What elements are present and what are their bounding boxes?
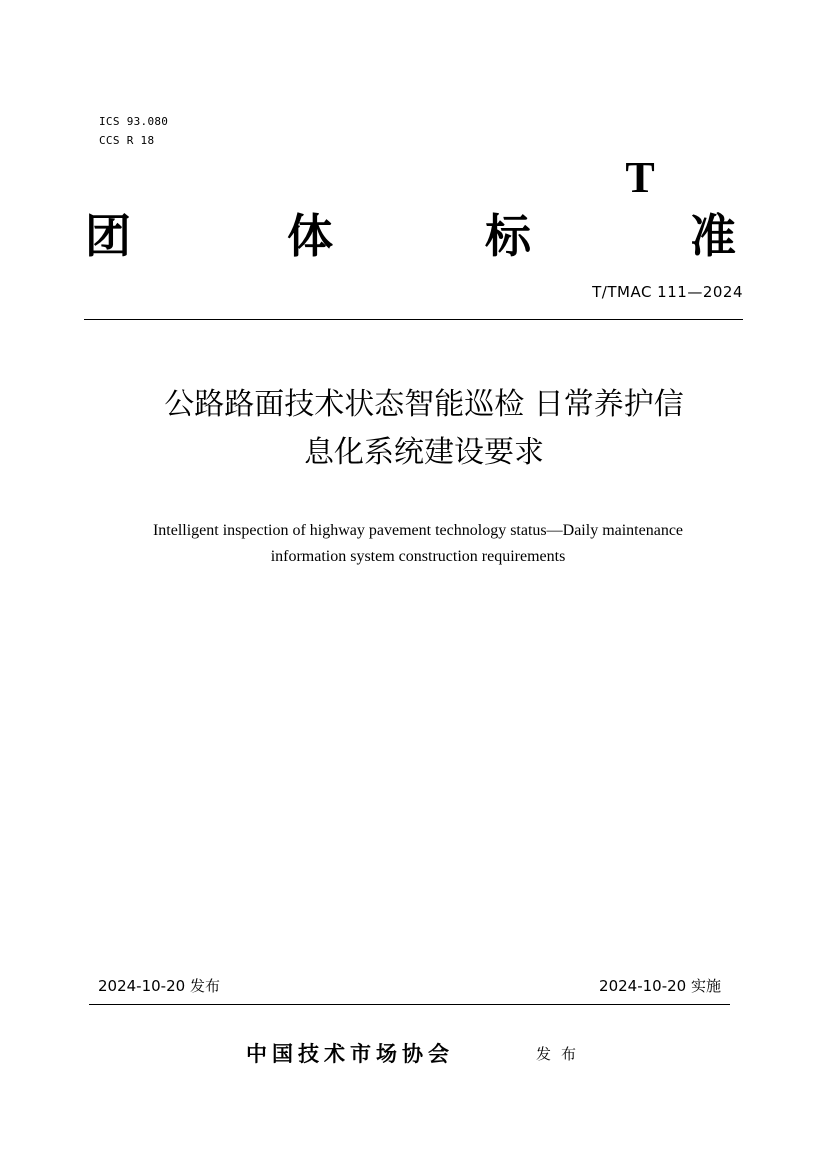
standard-type-char: 体 [287, 209, 333, 263]
issuing-organization: 中国技术市场协会 [246, 1041, 454, 1066]
implement-date: 2024-10-20 实施 [599, 977, 721, 995]
ccs-code: CCS R 18 [99, 134, 155, 147]
title-cn-line2: 息化系统建设要求 [304, 435, 544, 470]
standard-type-char: 标 [485, 209, 531, 263]
title-en-line2: information system construction requirements [270, 548, 566, 565]
ics-code: ICS 93.080 [99, 115, 169, 128]
standard-letter: T [625, 153, 655, 202]
standard-type-char: 团 [85, 209, 131, 263]
header-divider [84, 319, 743, 320]
title-cn-line1: 公路路面技术状态智能巡检 日常养护信 [164, 387, 684, 422]
standard-number: T/TMAC 111—2024 [592, 283, 743, 301]
footer-divider [89, 1004, 730, 1005]
standard-type-char: 准 [690, 209, 736, 263]
publish-date: 2024-10-20 发布 [98, 977, 220, 995]
issue-label: 发布 [536, 1045, 587, 1063]
title-en-line1: Intelligent inspection of highway pavement technology status—Daily maintenance [152, 522, 684, 539]
